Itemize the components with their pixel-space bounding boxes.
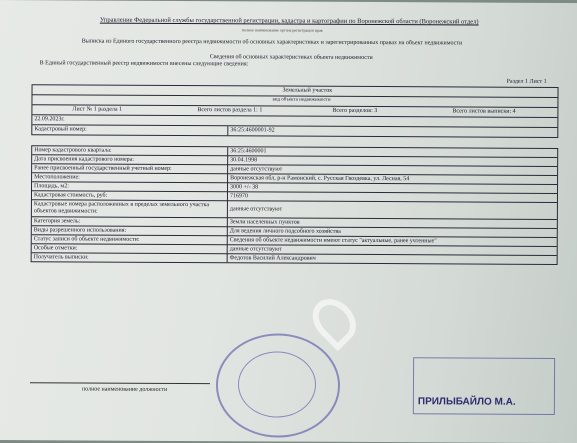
row-label: Виды разрешенного использования: bbox=[33, 227, 127, 234]
sheet-number: Лист № 1 раздела 1 bbox=[72, 106, 123, 113]
row-label: Статус записи об объекте недвижимости: bbox=[33, 236, 140, 243]
row-value: 30.04.1998 bbox=[230, 157, 258, 164]
round-seal-inner bbox=[238, 351, 316, 417]
row-label: Кадастровая стоимость, руб: bbox=[33, 192, 108, 199]
row-label: Номер кадастрового квартала: bbox=[34, 147, 112, 154]
characteristics-table bbox=[31, 145, 559, 265]
row-value: Федотов Василий Александрович bbox=[229, 255, 316, 262]
row-label: Дата присвоения кадастрового номера: bbox=[34, 156, 134, 163]
object-type-note: вид объекта недвижимости bbox=[272, 97, 331, 103]
section-title: Сведения об основных характеристиках объекта недвижимости bbox=[209, 54, 373, 61]
position-note: полное наименование должности bbox=[81, 386, 168, 393]
row-value: 3000 +/- 38 bbox=[230, 184, 259, 191]
row-value: Сведения об объекте недвижимости имеют статус "актуальные, ранее учтенные" bbox=[229, 237, 437, 245]
row-label: Получатель выписки: bbox=[33, 254, 89, 261]
row-value: Воронежская обл, р-н Рамонский, с. Русская Гвоздевка, ул. Лесная, 54 bbox=[230, 175, 410, 183]
cadastral-number-value: 36:25:4600001-92 bbox=[230, 127, 275, 134]
object-type: Земельный участок bbox=[282, 87, 333, 94]
total-sections: Всего разделов: 3 bbox=[332, 107, 378, 115]
row-label: Особые отметки: bbox=[33, 245, 78, 252]
total-sheets-section: Всего листов раздела 1: 1 bbox=[197, 107, 263, 114]
total-sheets: Всего листов выписки: 4 bbox=[452, 108, 516, 115]
object-table bbox=[31, 84, 558, 138]
row-label: Ранее присвоенный государственный учетный номер: bbox=[34, 165, 172, 172]
signature-name: ПРИЛЫБАЙЛО М.А. bbox=[417, 396, 516, 408]
cadastral-number-row bbox=[32, 125, 557, 137]
intro-text: В Единый государственный реестр недвижимости внесены следующие сведения: bbox=[39, 60, 249, 68]
row-value: 36:25:4600001 bbox=[230, 148, 267, 155]
cadastral-number-label: Кадастровый номер: bbox=[34, 126, 87, 133]
row-value: Земли населенных пунктов bbox=[229, 219, 300, 226]
row-label: Кадастровые номера расположенных в пределах земельного участка объектов недвижимости: bbox=[33, 201, 210, 215]
extract-date: 22.09.2023г. bbox=[34, 116, 65, 123]
extract-title: Выписка из Единого государственного реестра недвижимости об основных характеристиках и зарегистрированных правах на объект недвижимости bbox=[81, 38, 463, 47]
column-divider bbox=[227, 126, 228, 135]
table-row bbox=[32, 253, 557, 264]
row-value: данные отсутствуют bbox=[229, 246, 282, 253]
row-value: 716970 bbox=[229, 193, 248, 200]
agency-name: Управление Федеральной службы государственной регистрации, кадастра и картографии по Воронежской области (Воронежский отдел) bbox=[99, 16, 479, 26]
row-label: Площадь, м2: bbox=[34, 183, 69, 190]
row-value: данные отсутствуют bbox=[230, 166, 283, 173]
row-value: данные отсутствуют bbox=[229, 206, 283, 213]
agency-note: полное наименование органа регистрации прав bbox=[241, 27, 323, 33]
row-label: Категория земель: bbox=[33, 218, 81, 225]
position-line bbox=[30, 382, 210, 384]
row-value: Для ведения личного подсобного хозяйства bbox=[229, 228, 341, 235]
section-label: Раздел 1 Лист 1 bbox=[506, 78, 547, 85]
row-label: Местоположение: bbox=[34, 174, 80, 181]
